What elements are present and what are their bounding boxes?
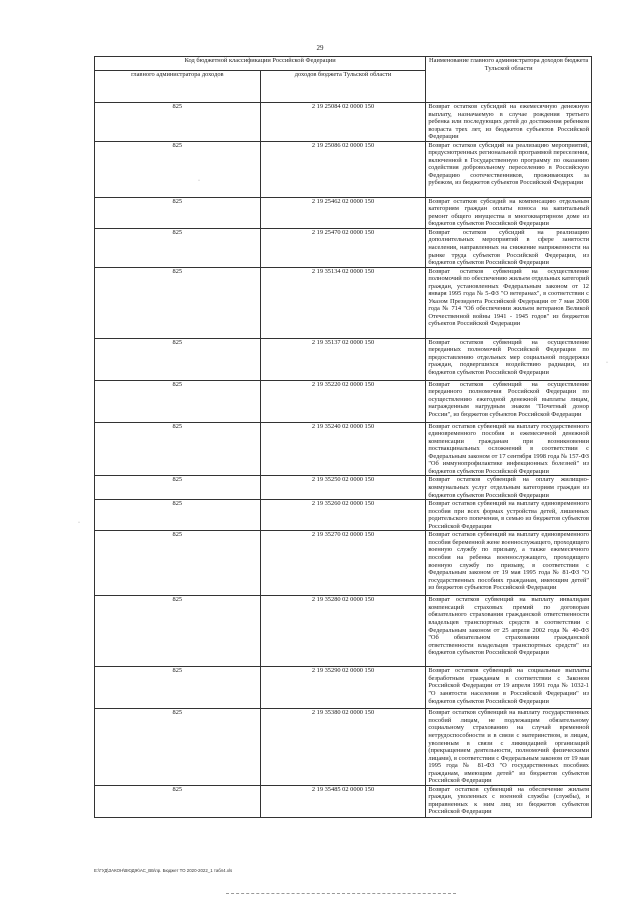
table-header-row [95, 57, 592, 71]
income-name-cell: Возврат остатков субвенций на выплату государственного единовременного пособия и ежемесячной денежной компенсации гражданам при возникновении поствакцинальных осложнений в соответствии с Федеральным законом от 17 сентября 1998 года № 157-ФЗ "Об иммунопрофилактике инфекционных болезней" из бюджетов субъектов Российской Федерации [426, 422, 592, 476]
table-row [95, 422, 592, 476]
scan-speck: · [78, 520, 80, 526]
income-name-cell: Возврат остатков субсидий на компенсацию отдельным категориям граждан оплаты взноса на капитальный ремонт общего имущества в многоквартирном доме из бюджетов субъектов Российской Федерации [426, 197, 592, 228]
income-name-cell: Возврат остатков субвенций на выплату государственных пособий лицам, не подлежащим обязательному социальному страхованию на случай временной нетрудоспособности и в связи с материнством, и лицам, уволенным в связи с ликвидацией организаций (прекращением деятельности, полномочий физическими лицами), в соответствии с Федеральным законом от 19 мая 1995 года № 81-ФЗ "О государственных пособиях гражданам, имеющим детей" из бюджетов субъектов Российской Федерации [426, 709, 592, 785]
admin-code-cell: 825 [95, 422, 261, 476]
table-row [95, 531, 592, 596]
income-code-cell: 2 19 35134 02 0000 150 [260, 267, 426, 338]
scan-speck: · [198, 178, 200, 184]
scan-speck: · [606, 360, 608, 366]
income-code-cell: 2 19 35220 02 0000 150 [260, 380, 426, 422]
admin-code-cell: 825 [95, 531, 261, 596]
table-row [95, 667, 592, 709]
income-code-cell: 2 19 25470 02 0000 150 [260, 228, 426, 267]
income-code-cell: 2 19 35270 02 0000 150 [260, 531, 426, 596]
income-name-cell: Возврат остатков субсидий на реализацию мероприятий, предусмотренных региональной программой переселения, включенной в Государственную программу по оказанию содействия добровольному переселению в Российскую Федерацию соотечественников, проживающих за рубежом, из бюджетов субъектов Российской Федерации [426, 141, 592, 197]
income-name-cell: Возврат остатков субвенций на осуществление переданных полномочий Российской Федерации по предоставлению отдельных мер социальной поддержки граждан, подвергшихся воздействию радиации, из бюджетов субъектов Российской Федерации [426, 338, 592, 380]
admin-code-cell: 825 [95, 709, 261, 785]
admin-code-cell: 825 [95, 338, 261, 380]
income-code-cell: 2 19 35137 02 0000 150 [260, 338, 426, 380]
income-name-cell: Возврат остатков субвенций на оплату жилищно-коммунальных услуг отдельным категориям граждан из бюджетов субъектов Российской Федерации [426, 476, 592, 500]
admin-code-cell: 825 [95, 141, 261, 197]
header-admin: главного администратора доходов [95, 71, 261, 103]
admin-code-cell: 825 [95, 667, 261, 709]
income-name-cell: Возврат остатков субвенций на осуществление переданного полномочия Российской Федерации по осуществлению ежегодной денежной выплаты лицам, награжденным нагрудным знаком "Почетный донор России", из бюджетов субъектов Российской Федерации [426, 380, 592, 422]
table-row [95, 103, 592, 142]
table-row [95, 338, 592, 380]
income-code-cell: 2 19 25462 02 0000 150 [260, 197, 426, 228]
income-code-cell: 2 19 25086 02 0000 150 [260, 141, 426, 197]
admin-code-cell: 825 [95, 380, 261, 422]
table-row [95, 785, 592, 817]
table-row [95, 267, 592, 338]
table-row [95, 228, 592, 267]
income-code-cell: 2 19 35260 02 0000 150 [260, 500, 426, 531]
income-code-cell: 2 19 35380 02 0000 150 [260, 709, 426, 785]
income-code-cell: 2 19 35485 02 0000 150 [260, 785, 426, 817]
table-row [95, 380, 592, 422]
table-row [95, 141, 592, 197]
income-code-cell: 2 19 35250 02 0000 150 [260, 476, 426, 500]
income-code-cell: 2 19 35240 02 0000 150 [260, 422, 426, 476]
income-name-cell: Возврат остатков субвенций на выплату единовременного пособия беременной жене военнослужащего, проходящего военную службу по призыву, а также ежемесячного пособия на ребенка военнослужащего, проходящего военную службу по призыву, в соответствии с Федеральным законом от 19 мая 1995 года № 81-ФЗ "О государственных пособиях гражданам, имеющим детей" из бюджетов субъектов Российской Федерации [426, 531, 592, 596]
header-name: Наименование главного администратора доходов бюджета Тульской области [426, 57, 592, 103]
admin-code-cell: 825 [95, 596, 261, 667]
file-path-footer: Е:\ГУД\ЗАКОН\ВЮДЖ\АС_ВБ\пр. Бюджет ТО 2020-2022_1 табл4.xls [94, 868, 233, 873]
header-code-group: Код бюджетной классификации Российской Федерации [95, 57, 426, 71]
income-name-cell: Возврат остатков субвенций на обеспечение жильем граждан, уволенных с военной службы (службы), и приравненных к ним лиц из бюджетов субъектов Российской Федерации [426, 785, 592, 817]
table-row [95, 476, 592, 500]
table-row [95, 500, 592, 531]
income-name-cell: Возврат остатков субвенций на выплату инвалидам компенсаций страховых премий по договорам обязательного страхования гражданской ответственности владельцев транспортных средств в соответствии с Федеральным законом от 25 апреля 2002 года № 40-ФЗ "Об обязательном страховании гражданской ответственности владельцев транспортных средств" из бюджетов субъектов Российской Федерации [426, 596, 592, 667]
scan-dashed-line [226, 893, 456, 895]
admin-code-cell: 825 [95, 228, 261, 267]
header-income: доходов бюджета Тульской области [260, 71, 426, 103]
income-name-cell: Возврат остатков субсидий на реализацию дополнительных мероприятий в сфере занятости населения, направленных на снижение напряженности на рынке труда субъектов Российской Федерации, из бюджетов субъектов Российской Федерации [426, 228, 592, 267]
admin-code-cell: 825 [95, 500, 261, 531]
admin-code-cell: 825 [95, 103, 261, 142]
table-row [95, 197, 592, 228]
income-name-cell: Возврат остатков субвенций на социальные выплаты безработным гражданам в соответствии с Законом Российской Федерации от 19 апреля 1991 года № 1032-1 "О занятости населения в Российской Федерации" из бюджетов субъектов Российской Федерации [426, 667, 592, 709]
admin-code-cell: 825 [95, 197, 261, 228]
revenue-administrators-table [94, 56, 592, 818]
income-name-cell: Возврат остатков субсидий на ежемесячную денежную выплату, назначаемую в случае рождения третьего ребенка или последующих детей до достижения ребенком возраста трех лет, из бюджетов субъектов Российской Федерации [426, 103, 592, 142]
income-code-cell: 2 19 35280 02 0000 150 [260, 596, 426, 667]
table-row [95, 709, 592, 785]
page-number: 29 [316, 44, 324, 52]
table-row [95, 596, 592, 667]
admin-code-cell: 825 [95, 476, 261, 500]
admin-code-cell: 825 [95, 785, 261, 817]
income-name-cell: Возврат остатков субвенций на выплату единовременного пособия при всех формах устройства детей, лишенных родительского попечения, в семью из бюджетов субъектов Российской Федерации [426, 500, 592, 531]
admin-code-cell: 825 [95, 267, 261, 338]
income-name-cell: Возврат остатков субвенций на осуществление полномочий по обеспечению жильем отдельных категорий граждан, установленных Федеральным законом от 12 января 1995 года № 5-ФЗ "О ветеранах", в соответствии с Указом Президента Российской Федерации от 7 мая 2008 года № 714 "Об обеспечении жильем ветеранов Великой Отечественной войны 1941 - 1945 годов" из бюджетов субъектов Российской Федерации [426, 267, 592, 338]
income-code-cell: 2 19 35290 02 0000 150 [260, 667, 426, 709]
income-code-cell: 2 19 25084 02 0000 150 [260, 103, 426, 142]
